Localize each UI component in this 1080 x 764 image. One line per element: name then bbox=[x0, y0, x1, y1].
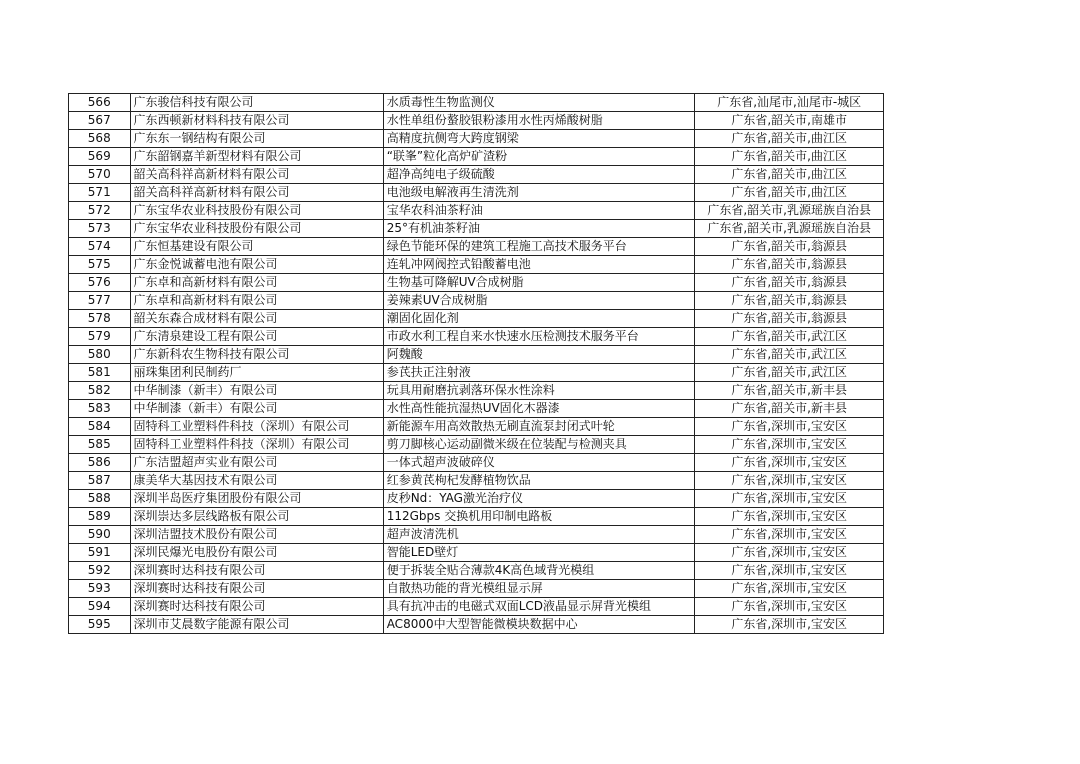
product-name-cell: 潮固化固化剂 bbox=[383, 310, 695, 328]
region-cell: 广东省,韶关市,曲江区 bbox=[695, 166, 884, 184]
region-cell: 广东省,韶关市,曲江区 bbox=[695, 184, 884, 202]
row-number-cell: 586 bbox=[69, 454, 131, 472]
region-cell: 广东省,韶关市,乳源瑶族自治县 bbox=[695, 220, 884, 238]
row-number-cell: 587 bbox=[69, 472, 131, 490]
row-number-cell: 568 bbox=[69, 130, 131, 148]
product-name-cell: 电池级电解液再生清洗剂 bbox=[383, 184, 695, 202]
product-name-cell: 连轧冲网阀控式铅酸蓄电池 bbox=[383, 256, 695, 274]
row-number-cell: 567 bbox=[69, 112, 131, 130]
table-row bbox=[69, 94, 884, 112]
region-cell: 广东省,深圳市,宝安区 bbox=[695, 544, 884, 562]
row-number-cell: 585 bbox=[69, 436, 131, 454]
region-cell: 广东省,深圳市,宝安区 bbox=[695, 418, 884, 436]
table-row bbox=[69, 580, 884, 598]
region-cell: 广东省,韶关市,翁源县 bbox=[695, 274, 884, 292]
company-name-cell: 深圳民爆光电股份有限公司 bbox=[130, 544, 383, 562]
row-number-cell: 579 bbox=[69, 328, 131, 346]
table-row bbox=[69, 130, 884, 148]
table-row bbox=[69, 472, 884, 490]
table-row bbox=[69, 166, 884, 184]
product-name-cell: “联峯”粒化高炉矿渣粉 bbox=[383, 148, 695, 166]
region-cell: 广东省,深圳市,宝安区 bbox=[695, 616, 884, 634]
product-name-cell: 112Gbps 交换机用印制电路板 bbox=[383, 508, 695, 526]
region-cell: 广东省,韶关市,武江区 bbox=[695, 346, 884, 364]
product-name-cell: 高精度抗侧弯大跨度钢梁 bbox=[383, 130, 695, 148]
product-name-cell: 便于拆装全贴合薄款4K高色域背光模组 bbox=[383, 562, 695, 580]
row-number-cell: 580 bbox=[69, 346, 131, 364]
company-name-cell: 康美华大基因技术有限公司 bbox=[130, 472, 383, 490]
company-name-cell: 广东东一钢结构有限公司 bbox=[130, 130, 383, 148]
row-number-cell: 588 bbox=[69, 490, 131, 508]
region-cell: 广东省,汕尾市,汕尾市-城区 bbox=[695, 94, 884, 112]
product-name-cell: 生物基可降解UV合成树脂 bbox=[383, 274, 695, 292]
region-cell: 广东省,韶关市,南雄市 bbox=[695, 112, 884, 130]
region-cell: 广东省,韶关市,曲江区 bbox=[695, 148, 884, 166]
company-name-cell: 广东金悦诚蓄电池有限公司 bbox=[130, 256, 383, 274]
row-number-cell: 594 bbox=[69, 598, 131, 616]
row-number-cell: 595 bbox=[69, 616, 131, 634]
table-row bbox=[69, 256, 884, 274]
company-name-cell: 韶关高科祥高新材料有限公司 bbox=[130, 166, 383, 184]
company-name-cell: 广东恒基建设有限公司 bbox=[130, 238, 383, 256]
region-cell: 广东省,深圳市,宝安区 bbox=[695, 454, 884, 472]
row-number-cell: 581 bbox=[69, 364, 131, 382]
table-row bbox=[69, 418, 884, 436]
region-cell: 广东省,深圳市,宝安区 bbox=[695, 472, 884, 490]
region-cell: 广东省,韶关市,翁源县 bbox=[695, 238, 884, 256]
company-name-cell: 广东骏信科技有限公司 bbox=[130, 94, 383, 112]
region-cell: 广东省,韶关市,翁源县 bbox=[695, 310, 884, 328]
product-name-cell: 新能源车用高效散热无刷直流泵封闭式叶轮 bbox=[383, 418, 695, 436]
row-number-cell: 575 bbox=[69, 256, 131, 274]
product-name-cell: 剪刀脚核心运动副微米级在位装配与检测夹具 bbox=[383, 436, 695, 454]
product-name-cell: 自散热功能的背光模组显示屏 bbox=[383, 580, 695, 598]
product-list-table bbox=[68, 93, 884, 634]
table-row bbox=[69, 382, 884, 400]
region-cell: 广东省,韶关市,翁源县 bbox=[695, 256, 884, 274]
table-row bbox=[69, 616, 884, 634]
row-number-cell: 569 bbox=[69, 148, 131, 166]
row-number-cell: 591 bbox=[69, 544, 131, 562]
product-name-cell: 25°有机油茶籽油 bbox=[383, 220, 695, 238]
table-body bbox=[69, 94, 884, 634]
table-row bbox=[69, 490, 884, 508]
product-name-cell: 市政水利工程自来水快速水压检测技术服务平台 bbox=[383, 328, 695, 346]
company-name-cell: 广东洁盟超声实业有限公司 bbox=[130, 454, 383, 472]
row-number-cell: 574 bbox=[69, 238, 131, 256]
product-name-cell: 水性单组份螯胶银粉漆用水性丙烯酸树脂 bbox=[383, 112, 695, 130]
row-number-cell: 576 bbox=[69, 274, 131, 292]
product-name-cell: 水质毒性生物监测仪 bbox=[383, 94, 695, 112]
company-name-cell: 深圳赛时达科技有限公司 bbox=[130, 598, 383, 616]
row-number-cell: 593 bbox=[69, 580, 131, 598]
product-name-cell: 智能LED壁灯 bbox=[383, 544, 695, 562]
company-name-cell: 固特科工业塑料件科技（深圳）有限公司 bbox=[130, 418, 383, 436]
region-cell: 广东省,韶关市,武江区 bbox=[695, 364, 884, 382]
company-name-cell: 丽珠集团利民制药厂 bbox=[130, 364, 383, 382]
product-name-cell: 阿魏酸 bbox=[383, 346, 695, 364]
company-name-cell: 广东卓和高新材料有限公司 bbox=[130, 292, 383, 310]
product-name-cell: 姜辣素UV合成树脂 bbox=[383, 292, 695, 310]
company-name-cell: 广东韶钢嘉羊新型材料有限公司 bbox=[130, 148, 383, 166]
table-row bbox=[69, 274, 884, 292]
table-row bbox=[69, 562, 884, 580]
product-name-cell: 宝华农科油茶籽油 bbox=[383, 202, 695, 220]
company-name-cell: 广东宝华农业科技股份有限公司 bbox=[130, 220, 383, 238]
company-name-cell: 韶关东森合成材料有限公司 bbox=[130, 310, 383, 328]
table-row bbox=[69, 598, 884, 616]
product-name-cell: 参芪扶正注射液 bbox=[383, 364, 695, 382]
region-cell: 广东省,深圳市,宝安区 bbox=[695, 580, 884, 598]
region-cell: 广东省,深圳市,宝安区 bbox=[695, 508, 884, 526]
table-row bbox=[69, 292, 884, 310]
region-cell: 广东省,韶关市,新丰县 bbox=[695, 382, 884, 400]
company-name-cell: 固特科工业塑料件科技（深圳）有限公司 bbox=[130, 436, 383, 454]
table-row bbox=[69, 328, 884, 346]
table-row bbox=[69, 310, 884, 328]
company-name-cell: 韶关高科祥高新材料有限公司 bbox=[130, 184, 383, 202]
table-row bbox=[69, 112, 884, 130]
region-cell: 广东省,深圳市,宝安区 bbox=[695, 490, 884, 508]
table-row bbox=[69, 526, 884, 544]
product-name-cell: 水性高性能抗湿热UV固化木器漆 bbox=[383, 400, 695, 418]
row-number-cell: 571 bbox=[69, 184, 131, 202]
table-row bbox=[69, 184, 884, 202]
table-row bbox=[69, 364, 884, 382]
table-row bbox=[69, 346, 884, 364]
row-number-cell: 589 bbox=[69, 508, 131, 526]
table-row bbox=[69, 148, 884, 166]
product-name-cell: 一体式超声波破碎仪 bbox=[383, 454, 695, 472]
row-number-cell: 573 bbox=[69, 220, 131, 238]
row-number-cell: 572 bbox=[69, 202, 131, 220]
table-row bbox=[69, 454, 884, 472]
company-name-cell: 深圳洁盟技术股份有限公司 bbox=[130, 526, 383, 544]
company-name-cell: 中华制漆（新丰）有限公司 bbox=[130, 382, 383, 400]
row-number-cell: 590 bbox=[69, 526, 131, 544]
product-name-cell: 皮秒Nd：YAG激光治疗仪 bbox=[383, 490, 695, 508]
region-cell: 广东省,深圳市,宝安区 bbox=[695, 436, 884, 454]
row-number-cell: 578 bbox=[69, 310, 131, 328]
product-name-cell: 超净高纯电子级硫酸 bbox=[383, 166, 695, 184]
company-name-cell: 深圳赛时达科技有限公司 bbox=[130, 580, 383, 598]
table-row bbox=[69, 220, 884, 238]
table-row bbox=[69, 238, 884, 256]
table-row bbox=[69, 544, 884, 562]
region-cell: 广东省,韶关市,乳源瑶族自治县 bbox=[695, 202, 884, 220]
product-name-cell: 具有抗冲击的电磁式双面LCD液晶显示屏背光模组 bbox=[383, 598, 695, 616]
company-name-cell: 广东宝华农业科技股份有限公司 bbox=[130, 202, 383, 220]
company-name-cell: 广东西顿新材料科技有限公司 bbox=[130, 112, 383, 130]
product-name-cell: 绿色节能环保的建筑工程施工高技术服务平台 bbox=[383, 238, 695, 256]
region-cell: 广东省,深圳市,宝安区 bbox=[695, 562, 884, 580]
region-cell: 广东省,深圳市,宝安区 bbox=[695, 598, 884, 616]
table-row bbox=[69, 508, 884, 526]
company-name-cell: 深圳崇达多层线路板有限公司 bbox=[130, 508, 383, 526]
row-number-cell: 582 bbox=[69, 382, 131, 400]
company-name-cell: 广东新科农生物科技有限公司 bbox=[130, 346, 383, 364]
row-number-cell: 583 bbox=[69, 400, 131, 418]
region-cell: 广东省,韶关市,武江区 bbox=[695, 328, 884, 346]
company-name-cell: 广东清泉建设工程有限公司 bbox=[130, 328, 383, 346]
region-cell: 广东省,深圳市,宝安区 bbox=[695, 526, 884, 544]
table-row bbox=[69, 400, 884, 418]
row-number-cell: 577 bbox=[69, 292, 131, 310]
row-number-cell: 570 bbox=[69, 166, 131, 184]
company-name-cell: 深圳半岛医疗集团股份有限公司 bbox=[130, 490, 383, 508]
row-number-cell: 584 bbox=[69, 418, 131, 436]
table-row bbox=[69, 202, 884, 220]
company-name-cell: 深圳赛时达科技有限公司 bbox=[130, 562, 383, 580]
product-name-cell: 超声波清洗机 bbox=[383, 526, 695, 544]
table-row bbox=[69, 436, 884, 454]
region-cell: 广东省,韶关市,新丰县 bbox=[695, 400, 884, 418]
product-name-cell: 红参黄芪枸杞发酵植物饮品 bbox=[383, 472, 695, 490]
company-name-cell: 深圳市艾晨数字能源有限公司 bbox=[130, 616, 383, 634]
row-number-cell: 592 bbox=[69, 562, 131, 580]
product-name-cell: 玩具用耐磨抗剥落环保水性涂料 bbox=[383, 382, 695, 400]
region-cell: 广东省,韶关市,曲江区 bbox=[695, 130, 884, 148]
row-number-cell: 566 bbox=[69, 94, 131, 112]
company-name-cell: 中华制漆（新丰）有限公司 bbox=[130, 400, 383, 418]
region-cell: 广东省,韶关市,翁源县 bbox=[695, 292, 884, 310]
company-name-cell: 广东卓和高新材料有限公司 bbox=[130, 274, 383, 292]
product-name-cell: AC8000中大型智能微模块数据中心 bbox=[383, 616, 695, 634]
